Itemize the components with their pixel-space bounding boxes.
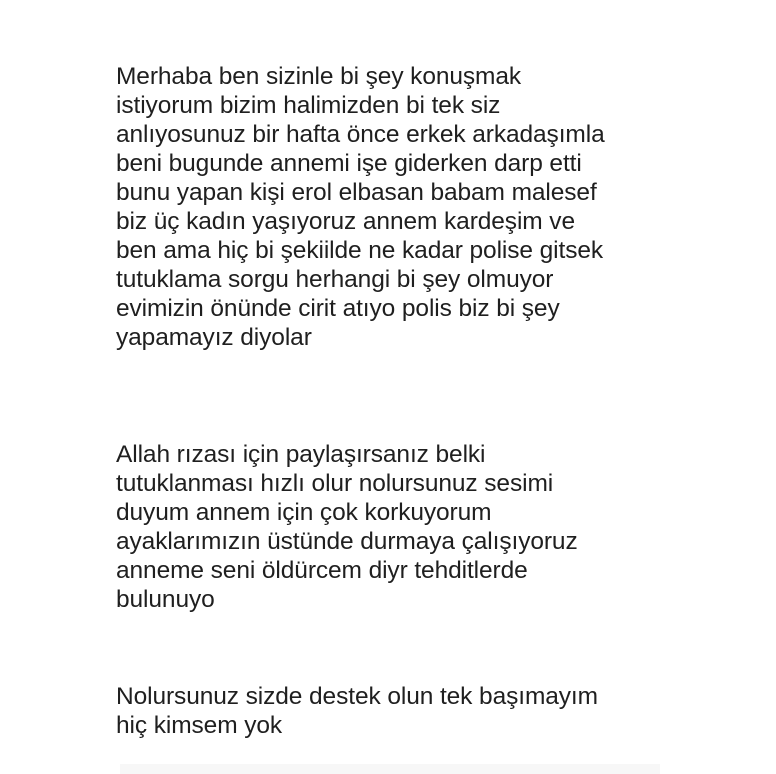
text-line: yapamayız diyolar <box>116 324 312 351</box>
text-line: evimizin önünde cirit atıyo polis biz bi şey <box>116 295 560 322</box>
text-line: Allah rızası için paylaşırsanız belki <box>116 441 486 468</box>
text-line: Merhaba ben sizinle bi şey konuşmak <box>116 63 522 90</box>
text-line: bunu yapan kişi erol elbasan babam malesef <box>116 179 597 206</box>
bottom-edge-shadow <box>120 764 660 774</box>
paragraph-2 <box>116 440 578 614</box>
text-line: biz üç kadın yaşıyoruz annem kardeşim ve <box>116 208 575 235</box>
text-line: anneme seni öldürcem diyr tehditlerde <box>116 557 528 584</box>
text-line: bulunuyo <box>116 586 215 613</box>
paragraph-3 <box>116 682 598 740</box>
text-line: istiyorum bizim halimizden bi tek siz <box>116 92 501 119</box>
text-line: beni bugunde annemi işe giderken darp etti <box>116 150 582 177</box>
text-line: tutuklama sorgu herhangi bi şey olmuyor <box>116 266 554 293</box>
text-line: hiç kimsem yok <box>116 712 283 739</box>
text-line: duyum annem için çok korkuyorum <box>116 499 492 526</box>
text-line: Nolursunuz sizde destek olun tek başımayım <box>116 683 598 710</box>
text-line: tutuklanması hızlı olur nolursunuz sesimi <box>116 470 554 497</box>
text-line: anlıyosunuz bir hafta önce erkek arkadaşımla <box>116 121 605 148</box>
text-line: ayaklarımızın üstünde durmaya çalışıyoruz <box>116 528 578 555</box>
text-line: ben ama hiç bi şekiilde ne kadar polise gitsek <box>116 237 604 264</box>
paragraph-1 <box>116 62 605 352</box>
